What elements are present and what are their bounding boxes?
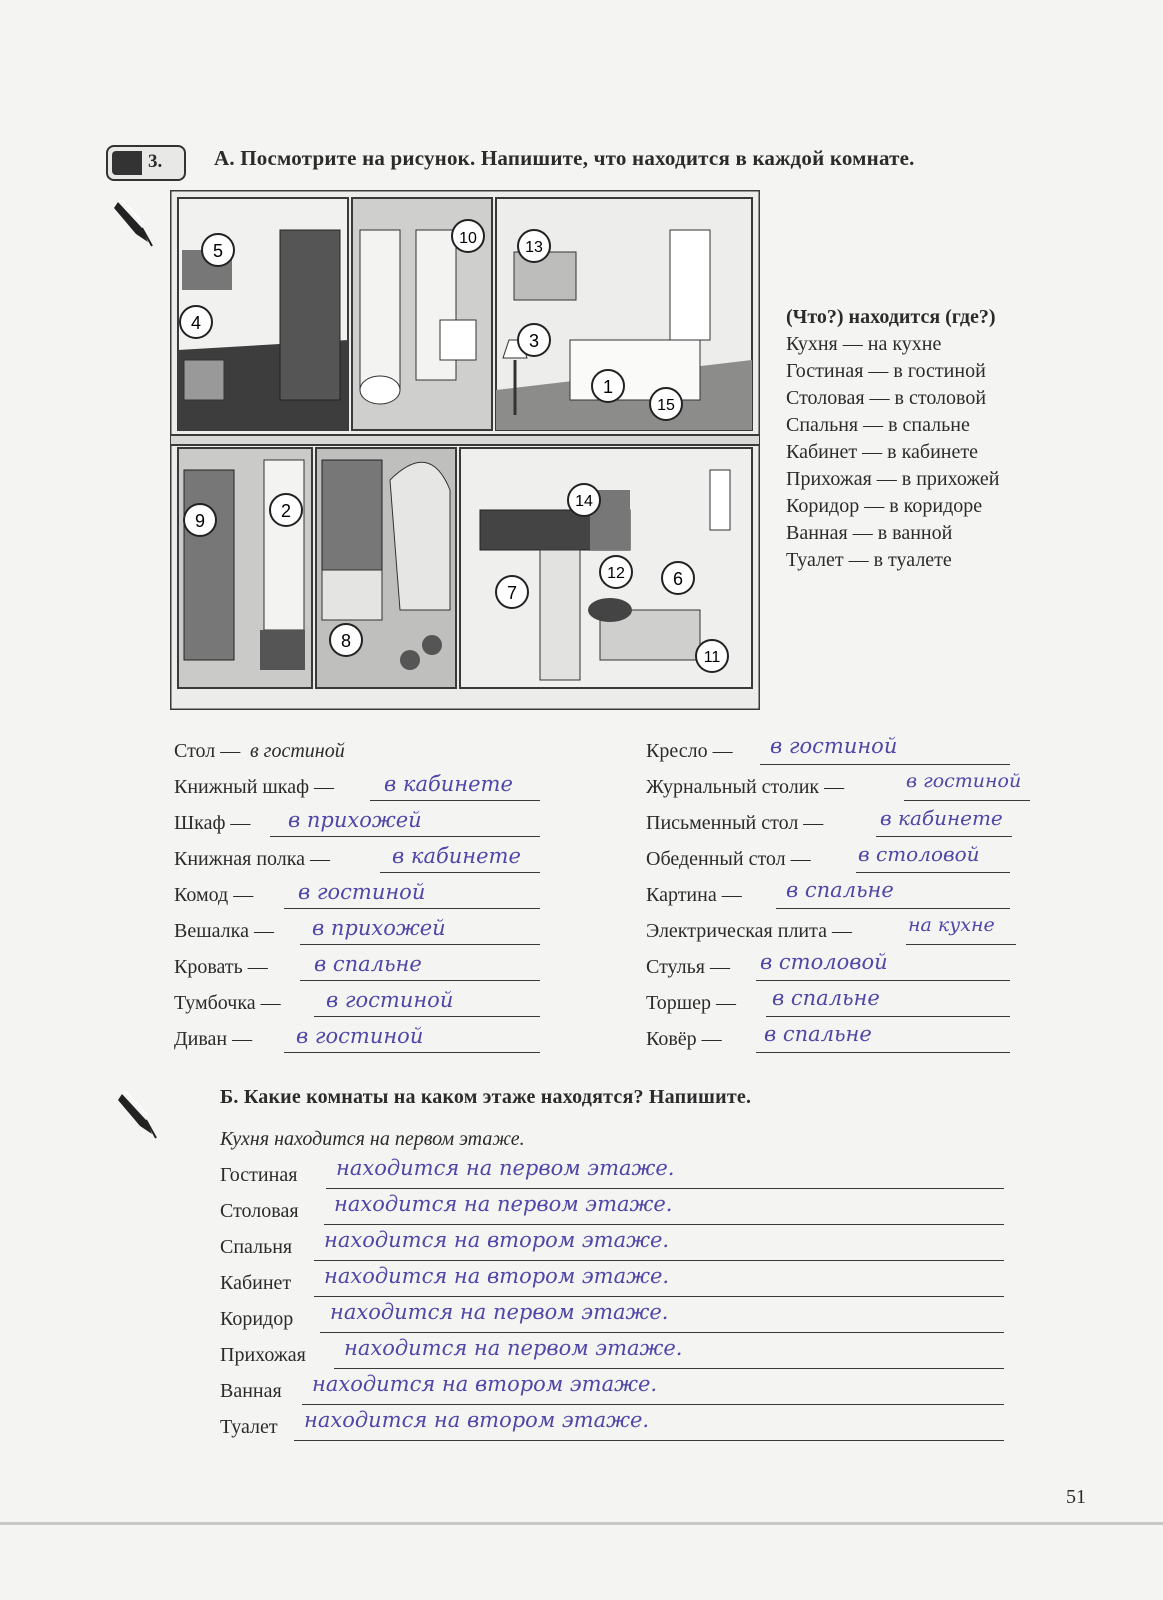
handwritten-answer: в кабинете bbox=[880, 806, 1003, 830]
answer-line[interactable] bbox=[270, 836, 540, 837]
handwritten-answer: находится на первом этаже. bbox=[330, 1300, 669, 1324]
answer-line[interactable] bbox=[302, 1404, 1004, 1405]
answer-line[interactable] bbox=[334, 1368, 1004, 1369]
answer-line[interactable] bbox=[856, 872, 1010, 873]
heading-a: А. Посмотрите на рисунок. Напишите, что находится в каждой комнате. bbox=[214, 146, 915, 170]
label-3 bbox=[518, 324, 550, 356]
furniture-label: Диван — bbox=[174, 1028, 253, 1050]
furniture-label: Книжная полка — bbox=[174, 848, 331, 870]
legend-item: Прихожая — в прихожей bbox=[786, 468, 1000, 490]
answer-line[interactable] bbox=[324, 1224, 1004, 1225]
svg-text:15: 15 bbox=[657, 397, 675, 414]
house-illustration bbox=[170, 190, 760, 710]
handwritten-answer: в спальне bbox=[786, 878, 894, 902]
svg-text:10: 10 bbox=[459, 230, 477, 247]
answer-line[interactable] bbox=[760, 764, 1010, 765]
pen-icon bbox=[116, 1090, 162, 1142]
handwritten-answer: находится на втором этаже. bbox=[324, 1228, 670, 1252]
furniture-label: Картина — bbox=[646, 884, 742, 906]
svg-text:7: 7 bbox=[506, 583, 518, 603]
handwritten-answer: находится на первом этаже. bbox=[334, 1192, 673, 1216]
exercise-badge bbox=[106, 145, 186, 181]
furniture-label: Книжный шкаф — bbox=[174, 776, 335, 798]
answer-line[interactable] bbox=[756, 980, 1010, 981]
heading-b: Б. Какие комнаты на каком этаже находятся? Напишите. bbox=[220, 1086, 752, 1108]
answer-line[interactable] bbox=[294, 1440, 1004, 1441]
answer-line[interactable] bbox=[284, 1052, 540, 1053]
handwritten-answer: находится на первом этаже. bbox=[344, 1336, 683, 1360]
label-4 bbox=[180, 306, 212, 338]
furniture-label: Торшер — bbox=[646, 992, 736, 1014]
label-7 bbox=[496, 576, 528, 608]
handwritten-answer: находится на втором этаже. bbox=[312, 1372, 658, 1396]
answer-line[interactable] bbox=[906, 944, 1016, 945]
svg-text:11: 11 bbox=[703, 649, 721, 666]
answer-line[interactable] bbox=[300, 944, 540, 945]
handwritten-answer: находится на втором этаже. bbox=[304, 1408, 650, 1432]
handwritten-answer: в гостиной bbox=[906, 770, 1022, 792]
room-hallway bbox=[178, 448, 312, 688]
answer-line[interactable] bbox=[370, 800, 540, 801]
answer-line[interactable] bbox=[300, 980, 540, 981]
answer-line[interactable] bbox=[756, 1052, 1010, 1053]
legend-item: Спальня — в спальне bbox=[786, 414, 970, 436]
handwritten-answer: в спальне bbox=[772, 986, 880, 1010]
legend-item: Ванная — в ванной bbox=[786, 522, 953, 544]
label-12 bbox=[600, 556, 632, 588]
answer-line[interactable] bbox=[326, 1188, 1004, 1189]
room-label: Прихожая bbox=[220, 1344, 306, 1366]
answer-line[interactable] bbox=[320, 1332, 1004, 1333]
furniture-label: Шкаф — bbox=[174, 812, 251, 834]
handwritten-answer: в столовой bbox=[760, 950, 888, 974]
answer-line[interactable] bbox=[314, 1296, 1004, 1297]
handwritten-answer: в кабинете bbox=[392, 844, 521, 868]
svg-text:6: 6 bbox=[672, 569, 684, 589]
handwritten-answer: в спальне bbox=[764, 1022, 872, 1046]
answer-line[interactable] bbox=[380, 872, 540, 873]
furniture-label: Обеденный стол — bbox=[646, 848, 811, 870]
label-1 bbox=[592, 370, 624, 402]
label-2 bbox=[270, 494, 302, 526]
answer-line[interactable] bbox=[314, 1260, 1004, 1261]
label-6 bbox=[662, 562, 694, 594]
label-13 bbox=[518, 230, 550, 262]
pen-icon bbox=[112, 198, 158, 250]
legend-item: Туалет — в туалете bbox=[786, 549, 952, 571]
furniture-label: Журнальный столик — bbox=[646, 776, 845, 798]
svg-text:1: 1 bbox=[602, 377, 614, 397]
handwritten-answer: в гостиной bbox=[770, 734, 898, 758]
svg-text:14: 14 bbox=[575, 493, 593, 510]
handwritten-answer: в столовой bbox=[858, 842, 980, 866]
answer-line[interactable] bbox=[776, 908, 1010, 909]
answer-line[interactable] bbox=[314, 1016, 540, 1017]
answer-line[interactable] bbox=[876, 836, 1012, 837]
page-edge bbox=[0, 1522, 1163, 1525]
label-15 bbox=[650, 388, 682, 420]
label-11 bbox=[696, 640, 728, 672]
handwritten-answer: на кухне bbox=[908, 914, 995, 936]
legend-item: Столовая — в столовой bbox=[786, 387, 987, 409]
furniture-label: Тумбочка — bbox=[174, 992, 281, 1014]
svg-text:9: 9 bbox=[194, 511, 206, 531]
handwritten-answer: в прихожей bbox=[312, 916, 446, 940]
handwritten-answer: в гостиной bbox=[296, 1024, 424, 1048]
handwritten-answer: в гостиной bbox=[326, 988, 454, 1012]
room-label: Туалет bbox=[220, 1416, 278, 1438]
furniture-label: Электрическая плита — bbox=[646, 920, 852, 942]
svg-text:8: 8 bbox=[340, 631, 352, 651]
room-label: Коридор bbox=[220, 1308, 294, 1330]
furniture-label: Кресло — bbox=[646, 740, 733, 762]
handwritten-answer: в кабинете bbox=[384, 772, 513, 796]
room-label: Спальня bbox=[220, 1236, 293, 1258]
room-label: Гостиная bbox=[220, 1164, 298, 1186]
furniture-label: Ковёр — bbox=[646, 1028, 722, 1050]
handwritten-answer: в гостиной bbox=[298, 880, 426, 904]
furniture-label: Вешалка — bbox=[174, 920, 274, 942]
printed-answer: в гостиной bbox=[250, 740, 345, 762]
room-label: Столовая bbox=[220, 1200, 299, 1222]
furniture-label: Стол — bbox=[174, 740, 241, 762]
handwritten-answer: в прихожей bbox=[288, 808, 422, 832]
handwritten-answer: находится на первом этаже. bbox=[336, 1156, 675, 1180]
handwritten-answer: находится на втором этаже. bbox=[324, 1264, 670, 1288]
room-label: Кабинет bbox=[220, 1272, 292, 1294]
svg-text:4: 4 bbox=[190, 313, 202, 333]
legend-item: Коридор — в коридоре bbox=[786, 495, 983, 517]
answer-line[interactable] bbox=[904, 800, 1030, 801]
legend-item: Кухня — на кухне bbox=[786, 333, 942, 355]
label-5 bbox=[202, 234, 234, 266]
exercise-number: 3. bbox=[148, 151, 163, 172]
example-sentence: Кухня находится на первом этаже. bbox=[220, 1128, 525, 1150]
label-10 bbox=[452, 220, 484, 252]
label-9 bbox=[184, 504, 216, 536]
svg-text:13: 13 bbox=[525, 239, 543, 256]
furniture-label: Письменный стол — bbox=[646, 812, 824, 834]
svg-text:2: 2 bbox=[280, 501, 292, 521]
furniture-label: Стулья — bbox=[646, 956, 730, 978]
legend-item: Кабинет — в кабинете bbox=[786, 441, 978, 463]
room-label: Ванная bbox=[220, 1380, 282, 1402]
page-number: 51 bbox=[1066, 1486, 1086, 1508]
svg-text:12: 12 bbox=[607, 565, 625, 582]
furniture-label: Комод — bbox=[174, 884, 254, 906]
label-14 bbox=[568, 484, 600, 516]
legend-title: (Что?) находится (где?) bbox=[786, 306, 996, 328]
label-8 bbox=[330, 624, 362, 656]
svg-text:3: 3 bbox=[528, 331, 540, 351]
answer-line[interactable] bbox=[284, 908, 540, 909]
handwritten-answer: в спальне bbox=[314, 952, 422, 976]
badge-marker bbox=[112, 151, 142, 175]
svg-text:5: 5 bbox=[212, 241, 224, 261]
answer-line[interactable] bbox=[766, 1016, 1010, 1017]
furniture-label: Кровать — bbox=[174, 956, 268, 978]
legend-item: Гостиная — в гостиной bbox=[786, 360, 986, 382]
